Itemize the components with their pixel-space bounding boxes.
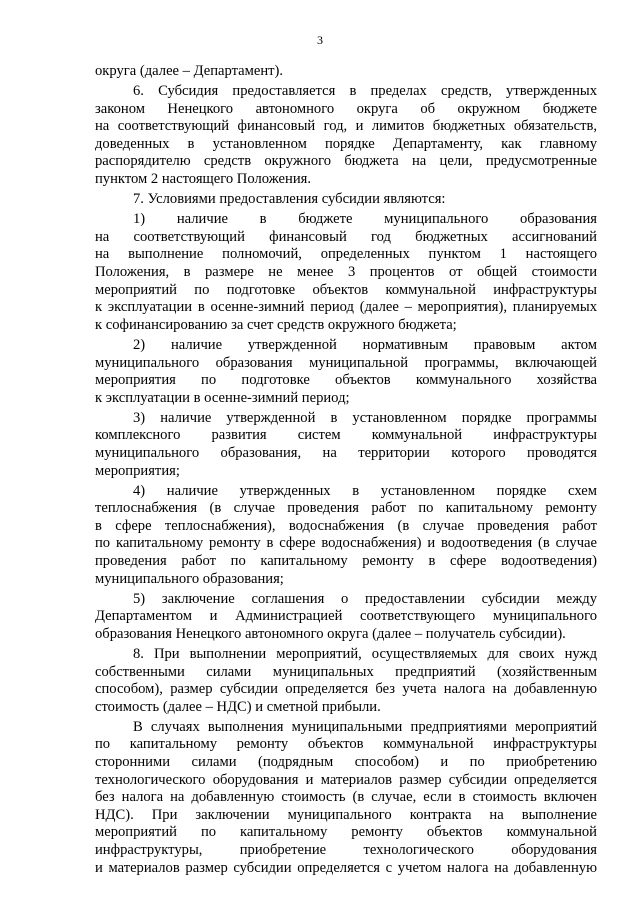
text-line: и материалов размер субсидии определяется с учетом налога на добавленную — [95, 859, 597, 876]
text-line: 1) наличие в бюджете муниципального образования — [133, 211, 597, 228]
text-line: 8. При выполнении мероприятий, осуществляемых для своих нужд — [133, 646, 597, 662]
text-line: способом), размер субсидии определяется без учета налога на добавленную — [95, 681, 597, 698]
text-line: 6. Субсидия предоставляется в пределах средств, утвержденных — [133, 83, 597, 100]
text-line: стоимость (далее – НДС) и сметной прибыли. — [95, 698, 381, 715]
text-line: на соответствующий финансовый год, и лимитов бюджетных обязательств, — [95, 118, 597, 135]
text-line: пунктом 2 настоящего Положения. — [95, 171, 312, 188]
paragraph — [95, 483, 597, 589]
text-line: 4) наличие утвержденных в установленном порядке схем — [133, 482, 597, 499]
paragraph — [95, 646, 597, 716]
paragraph — [95, 410, 597, 480]
text-line: мероприятий по капитальному ремонту объектов коммунальной — [95, 824, 597, 841]
text-line: 2) наличие утвержденной нормативным правовым актом — [133, 336, 597, 353]
text-line: муниципального образования муниципальной программы, включающей — [95, 354, 597, 371]
paragraph — [95, 83, 597, 189]
text-line: 7. Условиями предоставления субсидии являются: — [133, 191, 446, 208]
text-line: мероприятия по подготовке объектов коммунального хозяйства — [95, 372, 597, 389]
text-line: законом Ненецкого автономного округа об окружном бюджете — [95, 100, 597, 117]
text-line: на соответствующий финансовый год бюджетных ассигнований — [95, 228, 597, 245]
text-line: муниципального образования, на территории которого проводятся — [95, 444, 597, 461]
text-line: доведенных в установленном порядке Департаменту, как главному — [95, 135, 597, 152]
text-line: проведения работ по капитальному ремонту в сфере водоотведения) — [95, 553, 597, 570]
text-line: образования Ненецкого автономного округа (далее – получатель субсидии). — [95, 625, 566, 642]
text-line: без налога на добавленную стоимость (в случае, если в стоимость включен — [95, 789, 597, 806]
text-line: по капитальному ремонту объектов коммунальной инфраструктуры — [95, 736, 597, 753]
text-line: комплексного развития систем коммунальной инфраструктуры — [95, 427, 597, 444]
text-line: муниципального образования; — [95, 570, 284, 587]
text-line: НДС). При заключении муниципального контракта на выполнение — [95, 806, 597, 823]
text-line: В случаях выполнения муниципальными предприятиями мероприятий — [133, 718, 597, 735]
text-line: технологического оборудования и материалов размер субсидии определяется — [95, 771, 597, 788]
text-line: к эксплуатации в осенне-зимний период; — [95, 389, 350, 406]
text-line: 5) заключение соглашения о предоставлении субсидии между — [133, 590, 597, 607]
text-line: инфраструктуры, приобретение технологического оборудования — [95, 842, 597, 859]
paragraph — [95, 591, 597, 644]
paragraph — [95, 63, 597, 81]
text-line: сторонними силами (подрядным способом) и по приобретению — [95, 754, 597, 771]
text-line: собственными силами муниципальных предприятий (хозяйственным — [95, 663, 597, 680]
text-line: к софинансированию за счет средств окружного бюджета; — [95, 316, 457, 333]
document-body — [95, 63, 597, 877]
text-line: 3) наличие утвержденной в установленном порядке программы — [133, 409, 597, 426]
paragraph — [95, 211, 597, 334]
text-line: теплоснабжения (в случае проведения работ по капитальному ремонту — [95, 500, 597, 517]
text-line: на выполнение полномочий, определенных пунктом 1 настоящего — [95, 246, 597, 263]
paragraph — [95, 191, 597, 209]
text-line: мероприятий по подготовке объектов коммунальной инфраструктуры — [95, 281, 597, 298]
page-number: 3 — [317, 33, 323, 47]
text-line: к эксплуатации в осенне-зимний период (далее – мероприятия), планируемых — [95, 299, 597, 316]
text-line: в сфере теплоснабжения), водоснабжения (в случае проведения работ — [95, 517, 597, 534]
text-line: Департаментом и Администрацией соответствующего муниципального — [95, 608, 597, 625]
paragraph — [95, 337, 597, 407]
text-line: округа (далее – Департамент). — [95, 63, 284, 79]
paragraph — [95, 719, 597, 877]
text-line: Положения, в размере не менее 3 процентов от общей стоимости — [95, 264, 597, 281]
text-line: мероприятия; — [95, 462, 180, 479]
text-line: по капитальному ремонту в сфере водоснабжения) и водоотведения (в случае — [95, 535, 597, 552]
text-line: распорядителю средств окружного бюджета на цели, предусмотренные — [95, 153, 597, 170]
